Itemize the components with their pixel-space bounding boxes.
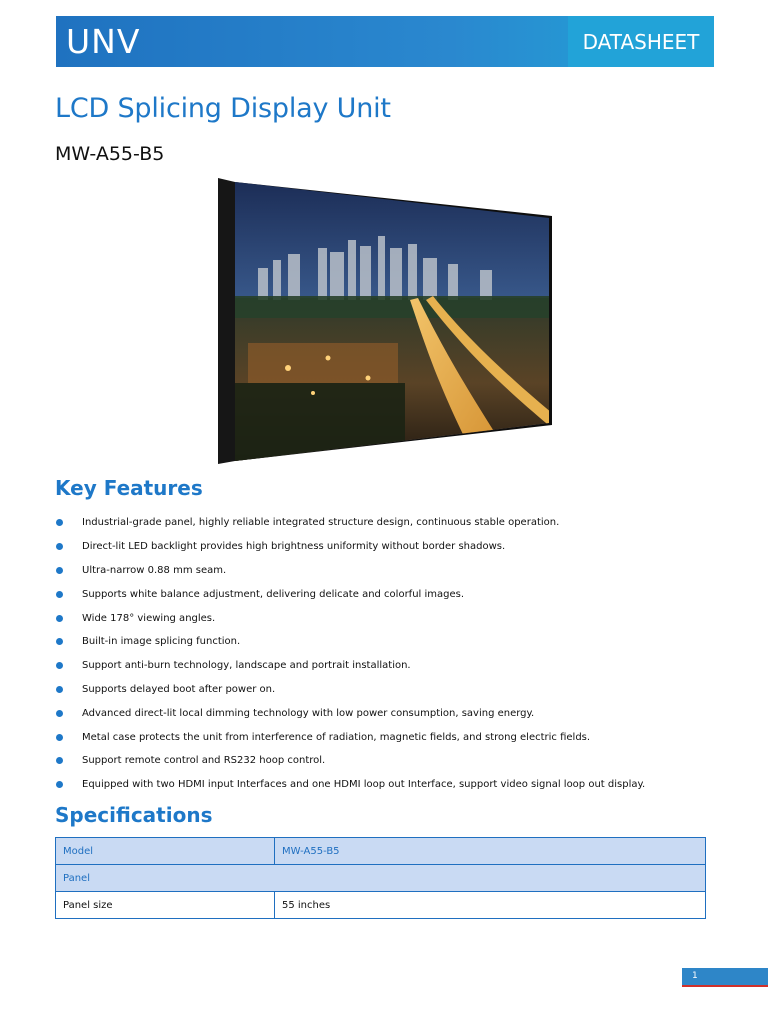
list-item — [55, 773, 715, 797]
table-row — [56, 865, 706, 892]
display-bezel — [218, 178, 235, 464]
header-banner — [56, 16, 714, 67]
spec-value: MW-A55-B5 — [275, 838, 706, 865]
product-image — [218, 178, 552, 464]
list-item — [55, 749, 715, 773]
spec-value: 55 inches — [275, 892, 706, 919]
feature-text: Direct-lit LED backlight provides high brightness uniformity without border shadows. — [82, 541, 506, 553]
list-item — [55, 606, 715, 630]
table-row — [56, 892, 706, 919]
unv-logo: UNV — [66, 22, 141, 61]
feature-text: Support anti-burn technology, landscape and portrait installation. — [82, 660, 411, 672]
feature-text: Advanced direct-lit local dimming technology with low power consumption, saving energy. — [82, 707, 535, 719]
list-item — [55, 630, 715, 654]
list-item — [55, 678, 715, 702]
list-item — [55, 582, 715, 606]
spec-label: Model — [56, 838, 275, 865]
display-screen — [235, 178, 552, 464]
bullet-icon — [56, 710, 63, 717]
key-features-heading: Key Features — [55, 476, 203, 500]
feature-text: Support remote control and RS232 hoop control. — [82, 755, 326, 767]
model-number: MW-A55-B5 — [55, 143, 165, 165]
specifications-table — [55, 837, 706, 919]
feature-text: Metal case protects the unit from interference of radiation, magnetic fields, and strong electric fields. — [82, 731, 591, 743]
table-row — [56, 838, 706, 865]
feature-text: Equipped with two HDMI input Interfaces and one HDMI loop out Interface, support video signal loop out display. — [82, 779, 646, 791]
key-features-list — [55, 511, 715, 797]
page-number-rule — [682, 985, 768, 987]
bullet-icon — [56, 781, 63, 788]
feature-text: Supports white balance adjustment, delivering delicate and colorful images. — [82, 588, 465, 600]
list-item — [55, 701, 715, 725]
feature-text: Ultra-narrow 0.88 mm seam. — [82, 564, 227, 576]
feature-text: Built-in image splicing function. — [82, 636, 241, 648]
datasheet-label: DATASHEET — [568, 16, 714, 67]
page-number: 1 — [682, 968, 768, 985]
feature-text: Supports delayed boot after power on. — [82, 683, 276, 695]
bullet-icon — [56, 638, 63, 645]
list-item — [55, 725, 715, 749]
spec-section-label: Panel — [56, 865, 706, 892]
bullet-icon — [56, 567, 63, 574]
bullet-icon — [56, 615, 63, 622]
feature-text: Wide 178° viewing angles. — [82, 612, 216, 624]
bullet-icon — [56, 662, 63, 669]
list-item — [55, 511, 715, 535]
list-item — [55, 654, 715, 678]
page-title: LCD Splicing Display Unit — [55, 93, 391, 124]
bullet-icon — [56, 734, 63, 741]
specifications-heading: Specifications — [55, 803, 213, 827]
bullet-icon — [56, 543, 63, 550]
bullet-icon — [56, 757, 63, 764]
spec-label: Panel size — [56, 892, 275, 919]
list-item — [55, 559, 715, 583]
bullet-icon — [56, 686, 63, 693]
bullet-icon — [56, 519, 63, 526]
feature-text: Industrial-grade panel, highly reliable integrated structure design, continuous stable operation. — [82, 517, 560, 529]
bullet-icon — [56, 591, 63, 598]
list-item — [55, 535, 715, 559]
